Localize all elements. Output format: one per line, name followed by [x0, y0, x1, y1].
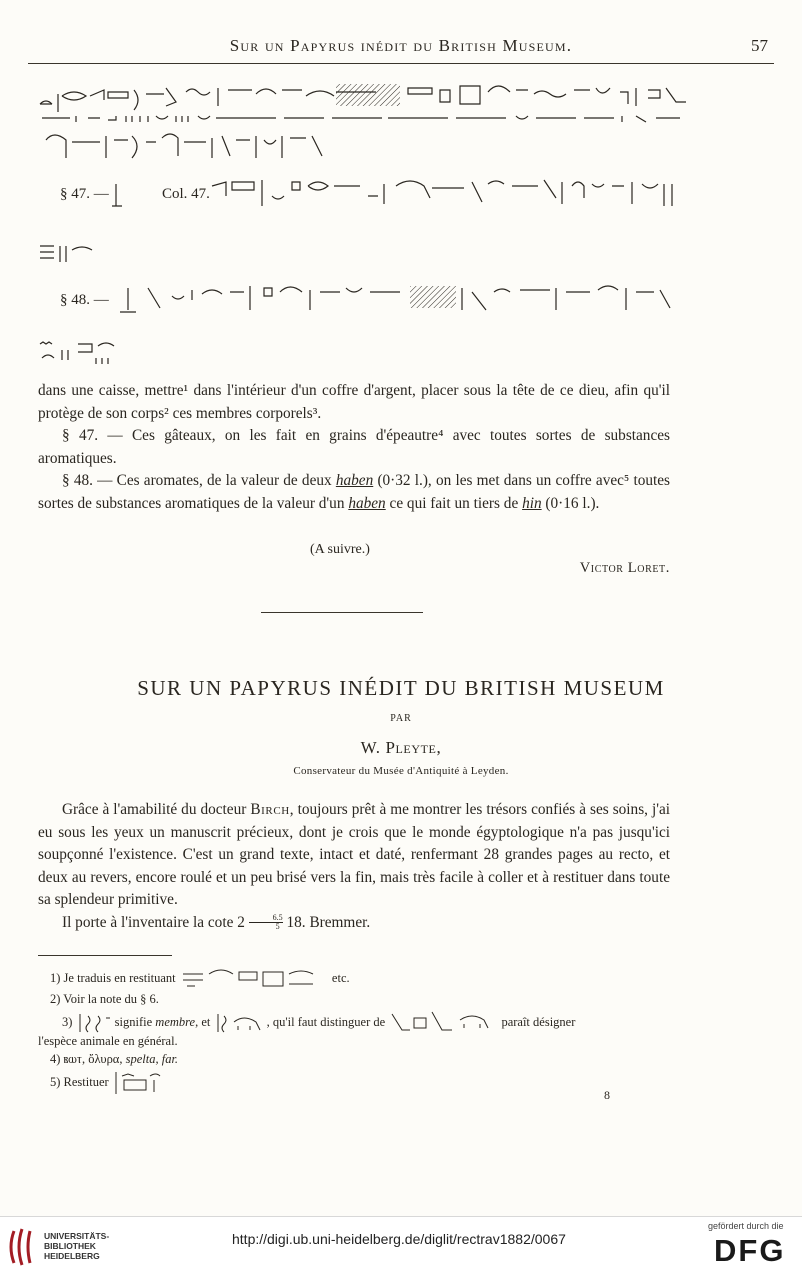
- text-run: Il porte à l'inventaire la cote 2: [62, 913, 249, 931]
- article-body: [38, 799, 670, 934]
- footnote-text: , et: [195, 1014, 211, 1029]
- footnote-text: 3): [62, 1014, 73, 1029]
- article-author-loret: Victor Loret.: [579, 560, 670, 576]
- library-name: [44, 1231, 109, 1261]
- footnote-5-hieroglyphs: [112, 1070, 172, 1096]
- footnote-text: 1) Je traduis en restituant: [50, 970, 176, 985]
- haben-term: haben: [335, 472, 374, 489]
- article-paragraph-1: [38, 799, 670, 912]
- paragraph-1: dans une caisse, mettre¹ dans l'intérieur d'un coffre d'argent, placer sous la tête de ce dieu, afin qu'il protège de son corps² ces membres corporels³.: [38, 382, 670, 422]
- digitization-footer: [0, 1216, 802, 1276]
- footnote-term: membre: [155, 1014, 196, 1029]
- page-number: 57: [751, 36, 768, 55]
- text-run: (0·32 l.), on les met dans un coffre avec⁵ toutes sortes de substances aromatiques de la valeur d'un: [38, 472, 670, 512]
- article-author: W. Pleyte,: [360, 738, 442, 757]
- hieroglyph-glyphs: [40, 342, 114, 364]
- section-48-label: § 48. —: [60, 292, 109, 308]
- footnote-text: 4): [50, 1052, 61, 1066]
- running-title: Sur un Papyrus inédit du British Museum.: [229, 36, 573, 55]
- hieroglyph-glyphs: [40, 84, 686, 158]
- hieroglyph-text-section-47: [112, 176, 682, 216]
- paragraph-section-48: [38, 470, 670, 515]
- to-be-continued: (A suivre.): [310, 542, 370, 557]
- by-label: PAR: [390, 713, 412, 724]
- footnote-3-hieroglyph-a: [76, 1012, 112, 1034]
- footnote-1: [38, 968, 670, 990]
- author-affiliation: Conservateur du Musée d'Antiquité à Leyden.: [293, 765, 509, 777]
- header-rule: [28, 63, 774, 64]
- hieroglyph-text-line-1: [36, 82, 686, 172]
- haben-term: haben: [348, 494, 386, 512]
- article-title: SUR UN PAPYRUS INÉDIT DU BRITISH MUSEUM: [137, 676, 665, 700]
- text-run: Grâce à l'amabilité du docteur: [62, 801, 251, 818]
- coptic-word: ⲃⲱⲧ: [63, 1052, 83, 1066]
- sheet-signature: 8: [604, 1088, 610, 1102]
- latin-words: spelta, far.: [125, 1052, 179, 1066]
- hieroglyph-glyphs: [112, 180, 672, 206]
- footnote-text: signifie: [114, 1014, 153, 1029]
- library-name-line: UNIVERSITÄTS-: [44, 1231, 110, 1241]
- library-logo-icon: [8, 1227, 38, 1267]
- text-run: , toujours prêt à me montrer les trésors confiés à ses soins, j'ai eu sous les yeux un manuscrit précieux, dont je crois que le monde égyptologique n'a pas jusqu'ici soupçonné l'existence. C'est un grand texte, intact et daté, renfermant 28 grandes pages au recto, et deux au revers, encore roulé et un peu brisé vers la fin, mais très facile à coller et à restituer dans toute sa splendeur primitive.: [38, 801, 670, 908]
- footnote-text: , qu'il faut distinguer de: [266, 1014, 386, 1029]
- footnote-rule: [38, 955, 172, 956]
- footnote-4: [38, 1050, 682, 1068]
- text-run: ce qui fait un tiers de: [385, 494, 523, 512]
- library-name-line: BIBLIOTHEK: [44, 1241, 96, 1251]
- birch-name: Birch: [250, 801, 290, 818]
- hieroglyph-text-section-47-end: [38, 242, 98, 272]
- funding-note: gefördert durch die: [708, 1221, 784, 1231]
- paragraph-section-47: § 47. — Ces gâteaux, on les fait en grains d'épeautre⁴ avec toutes sortes de substances aromatiques.: [38, 427, 670, 467]
- footnote-2: 2) Voir la note du § 6.: [50, 992, 159, 1006]
- footnote-text: 5) Restituer: [50, 1074, 109, 1089]
- greek-word: , ὄλυρα,: [82, 1052, 123, 1066]
- footnote-3-continued: l'espèce animale en général.: [38, 1034, 178, 1048]
- library-name-line: HEIDELBERG: [44, 1251, 100, 1261]
- footnote-5: [38, 1070, 682, 1096]
- hieroglyph-glyphs: [120, 286, 670, 312]
- footnote-text: paraît désigner: [501, 1014, 576, 1029]
- fraction: [249, 914, 283, 931]
- hieroglyph-text-section-48-end: [38, 338, 118, 368]
- hieroglyph-glyphs: [40, 246, 92, 262]
- top-text-block: [38, 380, 670, 515]
- footnote-3-hieroglyph-b: [214, 1012, 264, 1034]
- permalink-url[interactable]: http://digi.ub.uni-heidelberg.de/diglit/rectrav1882/0067: [232, 1231, 566, 1247]
- text-run: § 48. — Ces aromates, de la valeur de deux: [62, 472, 336, 489]
- fraction-denominator: 5: [275, 922, 280, 932]
- section-divider: [261, 612, 423, 613]
- hieroglyph-text-section-48: [120, 282, 680, 322]
- text-run: 18. Bremmer.: [282, 913, 371, 931]
- dfg-logo: DFG: [714, 1233, 786, 1268]
- footnote-1-hieroglyphs: [179, 968, 329, 990]
- article-paragraph-2: [38, 912, 670, 935]
- text-run: (0·16 l.).: [541, 494, 600, 512]
- fraction-numerator: 6.5: [249, 914, 283, 923]
- footnote-text: etc.: [331, 970, 350, 985]
- hin-term: hin: [522, 494, 542, 512]
- section-47-label: § 47. —: [60, 186, 109, 202]
- running-header: [28, 36, 774, 66]
- column-47-label: Col. 47.: [162, 186, 210, 202]
